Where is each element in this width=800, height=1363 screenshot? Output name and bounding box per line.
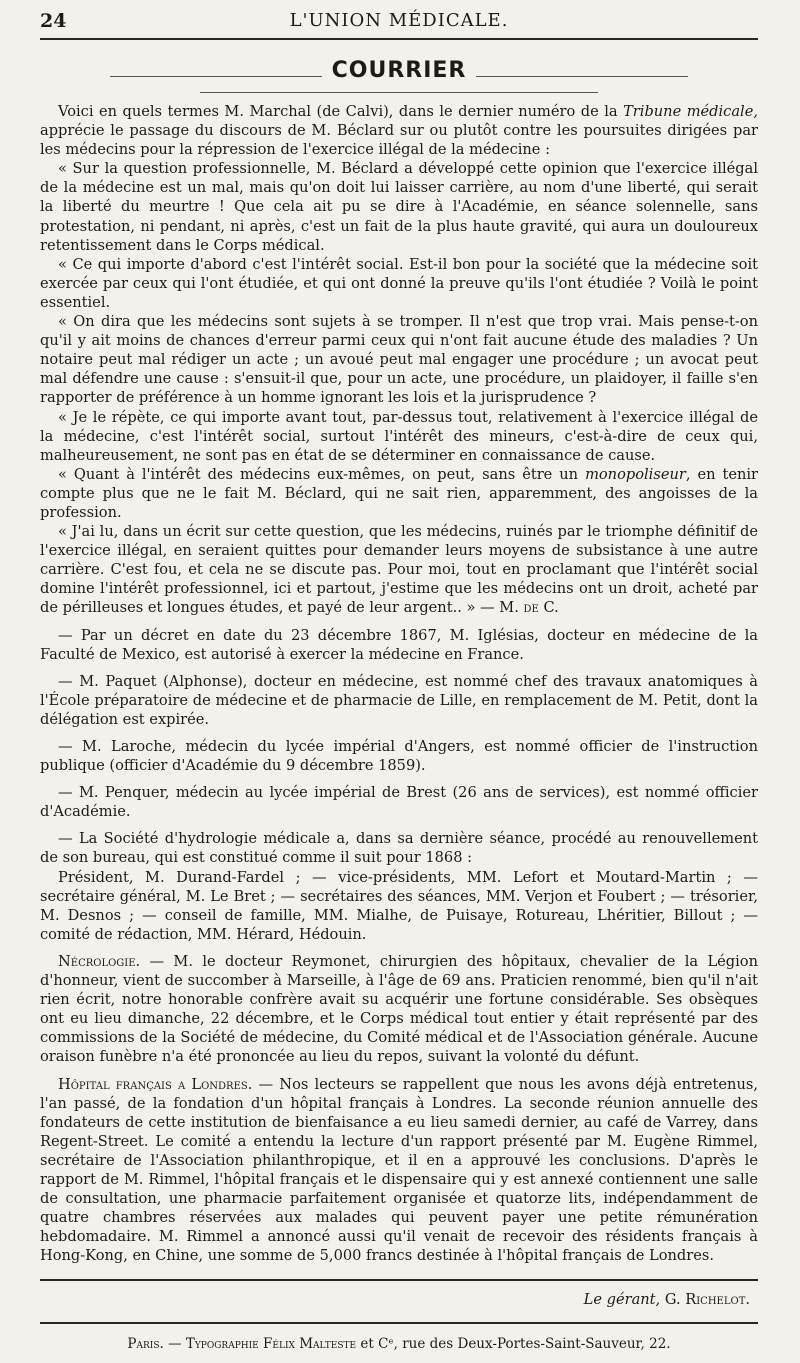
- news-item-laroche: — M. Laroche, médecin du lycée impérial d'Angers, est nommé officier de l'instruction publique (officier d'Académie du 9 décembre 1859).: [40, 738, 758, 775]
- journal-title: L'UNION MÉDICALE.: [289, 10, 509, 31]
- author-initial: C.: [538, 599, 559, 617]
- quote-text-start: « Quant à l'intérêt des médecins eux-mêmes, on peut, sans être un: [58, 465, 586, 483]
- intro-text-end: apprécie le passage du discours de M. Béclard sur ou plutôt contre les poursuites dirigées par les médecins pour la répression de l'exercice illégal de la médecine :: [40, 122, 758, 159]
- imprint-start: Paris. — Typographie: [127, 1336, 264, 1353]
- journal-name-tribune: Tribune médicale,: [623, 103, 758, 120]
- news-item-hopital-francais: [40, 1075, 758, 1266]
- news-item-hydrologie: — La Société d'hydrologie médicale a, dans sa dernière séance, procédé au renouvellement de son bureau, qui est constitué comme il suit pour 1868 :: [40, 830, 758, 867]
- hopital-francais-text: — Nos lecteurs se rappellent que nous les avons déjà entretenus, l'an passé, de la fondation d'un hôpital français à Londres. La seconde réunion annuelle des fondateurs de cette institution de bienfaisance a eu lieu samedi dernier, au café de Varrey, dans Regent-Street. Le comité a entendu la lecture d'un rapport présenté par M. Eugène Rimmel, secrétaire de l'Association philanthropique, et il en a approuvé les conclusions. D'après le rapport de M. Rimmel, l'hôpital français et le dispensaire qui y est annexé contiennent une salle de consultation, une pharmacie parfaitement organisée et quatorze lits, indépendamment de quatre chambres réservées aux malades qui peuvent payer une petite rémunération hebdomadaire. M. Rimmel a annoncé aussi qu'il venait de recevoir des résidents français à Hong-Kong, en Chine, une somme de 5,000 francs destinée à l'hôpital français de Londres.: [40, 1075, 758, 1265]
- quote-paragraph: [40, 465, 758, 522]
- news-item-necrologie: [40, 952, 758, 1067]
- quote-text-end: , en tenir compte plus que ne le fait M. Béclard, qui ne sait rien, apparemment, des angoisses de la profession.: [40, 465, 759, 521]
- signature-line: [40, 1291, 758, 1308]
- news-item-penquer: — M. Penquer, médecin au lycée impérial de Brest (26 ans de services), est nommé officier d'Académie.: [40, 784, 758, 821]
- printer-imprint: [40, 1336, 758, 1352]
- news-item-paquet: — M. Paquet (Alphonse), docteur en médecine, est nommé chef des travaux anatomiques à l'École préparatoire de médecine et de pharmacie de Lille, en remplacement de M. Petit, dont la délégation est expirée.: [40, 672, 758, 728]
- intro-text-start: Voici en quels termes M. Marchal (de Calvi), dans le dernier numéro de la: [58, 103, 624, 120]
- signature-prefix: Le gérant,: [583, 1291, 661, 1309]
- end-rule: [40, 1279, 758, 1281]
- rubric-hopital-francais: Hôpital français a Londres.: [58, 1075, 253, 1093]
- quote-paragraph: « On dira que les médecins sont sujets à se tromper. Il n'est que trop vrai. Mais pense-t-on qu'il y ait moins de chances d'erreur parmi ceux qui n'ont fait aucune étude des maladies ? Un notaire peut mal rédiger un acte ; un avoué peut mal engager une procédure ; un avocat peut mal défendre une cause : s'ensuit-il que, pour un acte, une procédure, un plaidoyer, il faille s'en rapporter de préférence à un homme ignorant les lois et la jurisprudence ?: [40, 313, 758, 407]
- page-number: 24: [40, 10, 67, 32]
- quote-paragraph: [40, 522, 758, 617]
- necrologie-text: — M. le docteur Reymonet, chirurgien des hôpitaux, chevalier de la Légion d'honneur, vient de succomber à Marseille, à l'âge de 69 ans. Praticien renommé, bien qu'il n'ait rien écrit, notre honorable confrère avait su acquérir une fortune considérable. Ses obsèques ont eu lieu dimanche, 22 décembre, et le Corps médical tout entier y était représenté par des commissions de la Société de médecine, du Comité médical et de l'Association générale. Aucune oraison funèbre n'a été prononcée au lieu du repos, suivant la volonté du défunt.: [40, 952, 758, 1066]
- quote-paragraph: « Je le répète, ce qui importe avant tout, par-dessus tout, relativement à l'exercice illégal de la médecine, c'est l'intérêt social, surtout l'intérêt des mineurs, c'est-à-dire de ceux qui, malheureusement, ne sont pas en état de se déterminer en connaissance de cause.: [40, 408, 758, 464]
- rubric-necrologie: Nécrologie.: [58, 952, 141, 970]
- article-body: [40, 102, 758, 1265]
- quote-text-start: « J'ai lu, dans un écrit sur cette question, que les médecins, ruinés par le triomphe définitif de l'exercice illégal, en seraient quittes pour demander leurs moyens de subsistance à une autre carrière. C'est fou, et cela ne se discute pas. Pour moi, tout en proclamant que l'intérêt social domine l'intérêt professionnel, ici et partout, j'estime que les médecins ont un droit, acheté par de périlleuses et longues études, et payé de leur argent.. » — M.: [40, 523, 758, 617]
- running-head: [40, 0, 758, 40]
- imprint-printer-name: Félix Malteste: [263, 1336, 357, 1353]
- section-title: [40, 58, 758, 83]
- quote-paragraph: « Ce qui importe d'abord c'est l'intérêt social. Est-il bon pour la société que la médecine soit exercée par ceux qui l'ont étudiée, et qui ont donné la preuve qu'ils l'ont étudiée ? Voilà le point essentiel.: [40, 255, 758, 311]
- italic-word-monopoliseur: monopoliseur: [585, 465, 686, 483]
- heading-rule-bottom: [200, 92, 598, 93]
- signature-name: G. Richelot.: [660, 1291, 750, 1309]
- news-item-decree: — Par un décret en date du 23 décembre 1867, M. Iglésias, docteur en médecine de la Faculté de Mexico, est autorisé à exercer la médecine en France.: [40, 626, 758, 663]
- section-title-text: COURRIER: [322, 58, 477, 83]
- author-particle: de: [523, 599, 539, 617]
- imprint-address: et Cᵉ, rue des Deux-Portes-Saint-Sauveur, 22.: [356, 1336, 671, 1353]
- paragraph-intro: [40, 102, 758, 159]
- section-heading: [40, 40, 758, 102]
- news-item-bureau-list: Président, M. Durand-Fardel ; — vice-présidents, MM. Lefort et Moutard-Martin ; — secrétaire général, M. Le Bret ; — secrétaires des séances, MM. Verjon et Foubert ; — trésorier, M. Desnos ; — conseil de famille, MM. Mialhe, de Puisaye, Rotureau, Lhéritier, Billout ; — comité de rédaction, MM. Hérard, Hédouin.: [40, 868, 758, 943]
- quote-paragraph: « Sur la question professionnelle, M. Béclard a développé cette opinion que l'exercice illégal de la médecine est un mal, mais qu'on doit lui laisser carrière, au nom d'une liberté, qui serait la liberté du meurtre ! Que cela ait pu se dire à l'Académie, en séance solennelle, sans protestation, ni pendant, ni après, c'est un fait de la plus haute gravité, qui aura un douloureux retentissement dans le Corps médical.: [40, 160, 758, 254]
- footer-rule: [40, 1322, 758, 1324]
